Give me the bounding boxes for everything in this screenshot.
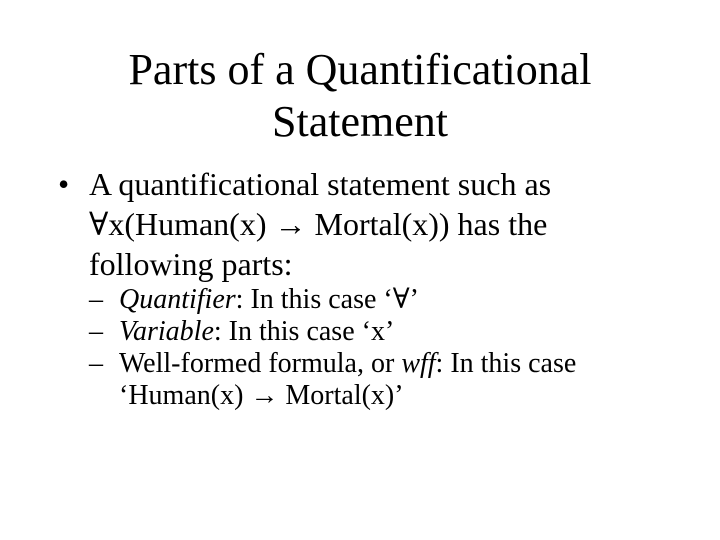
slide-title: [0, 44, 720, 148]
sub-bullet-text: [119, 284, 689, 316]
dash-marker: –: [89, 284, 103, 315]
sub-bullet-rest: : In this case ‘∀’: [235, 284, 419, 315]
main-bullet: [58, 164, 678, 284]
bullet-line-2: ∀x(Human(x) → Mortal(x)) has the: [89, 206, 548, 242]
sub-bullet-wff: [89, 348, 689, 412]
bullet-line-1: A quantificational statement such as: [89, 166, 552, 202]
sub-bullet-start: Well-formed formula, or: [119, 348, 402, 379]
bullet-line-3: following parts:: [89, 246, 293, 282]
sub-bullet-rest: : In this case: [435, 348, 577, 379]
dash-marker: –: [89, 348, 103, 379]
sub-bullet-text: [119, 348, 689, 380]
slide-title-line-1: Parts of a Quantificational: [128, 45, 592, 94]
sub-bullet-rest: : In this case ‘x’: [213, 316, 395, 347]
bullet-marker: •: [58, 166, 70, 202]
sub-bullet-continuation: ‘Human(x) → Mortal(x)’: [119, 380, 404, 411]
sub-bullet-text: [119, 316, 689, 348]
dash-marker: –: [89, 316, 103, 347]
term-wff: wff: [401, 348, 436, 379]
sub-bullet-quantifier: [89, 284, 689, 316]
sub-bullet-list: [89, 284, 689, 412]
term-quantifier: Quantifier: [119, 284, 236, 315]
sub-bullet-variable: [89, 316, 689, 348]
term-variable: Variable: [119, 316, 214, 347]
slide-title-line-2: Statement: [272, 97, 448, 146]
